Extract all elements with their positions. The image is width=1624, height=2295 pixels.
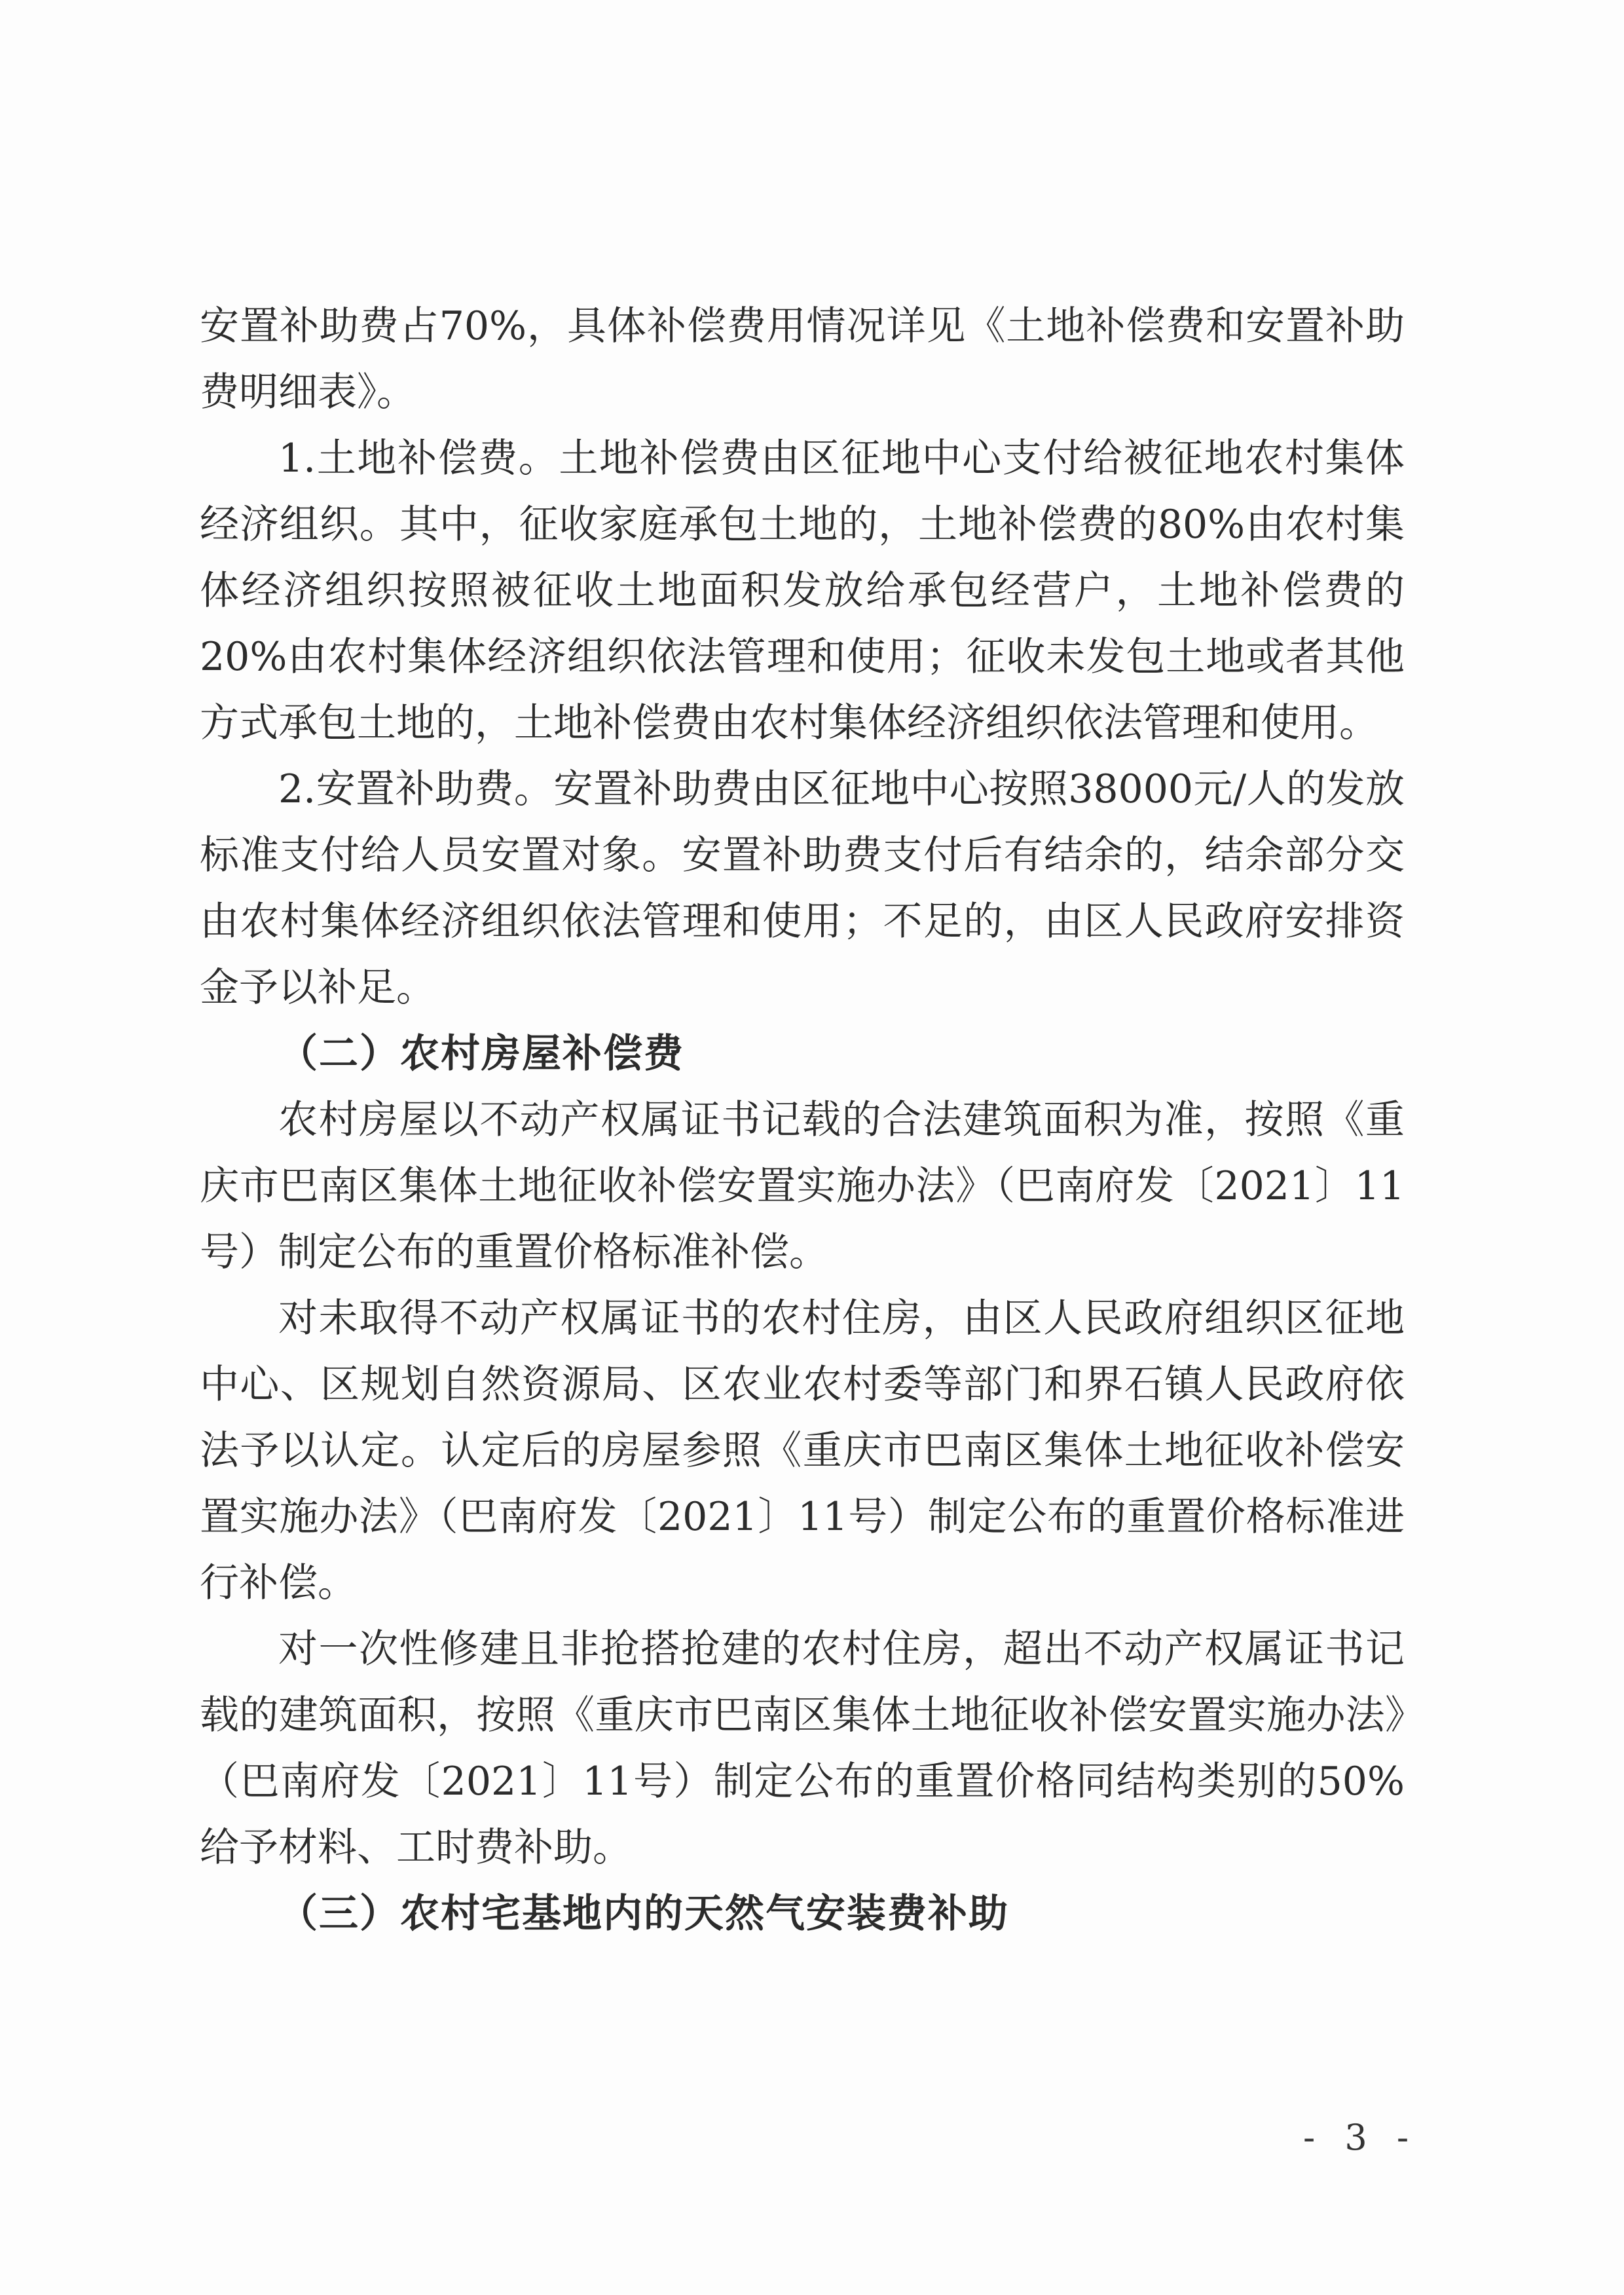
paragraph-continuation: 安置补助费占70%，具体补偿费用情况详见《土地补偿费和安置补助费明细表》。 bbox=[200, 303, 1405, 415]
section-heading-gas-installation: （三）农村宅基地内的天然气安装费补助 bbox=[278, 1891, 1009, 1937]
paragraph-housing-unregistered: 对未取得不动产权属证书的农村住房，由区人民政府组织区征地中心、区规划自然资源局、区农业农村委等部门和界石镇人民政府依法予以认定。认定后的房屋参照《重庆市巴南区集体土地征收补偿安置实施办法》（巴南府发〔2021〕11号）制定公布的重置价格标准进行补偿。 bbox=[200, 1296, 1405, 1606]
paragraph-land-compensation: 1.土地补偿费。土地补偿费由区征地中心支付给被征地农村集体经济组织。其中，征收家庭承包土地的，土地补偿费的80%由农村集体经济组织按照被征收土地面积发放给承包经营户，土地补偿费的20%由农村集体经济组织依法管理和使用；征收未发包土地或者其他方式承包土地的，土地补偿费由农村集体经济组织依法管理和使用。 bbox=[200, 436, 1405, 746]
page-number: - 3 - bbox=[1303, 2117, 1418, 2158]
paragraph-housing-excess-area: 对一次性修建且非抢搭抢建的农村住房，超出不动产权属证书记载的建筑面积，按照《重庆市巴南区集体土地征收补偿安置实施办法》（巴南府发〔2021〕11号）制定公布的重置价格同结构类别的50%给予材料、工时费补助。 bbox=[200, 1626, 1405, 1871]
document-body bbox=[200, 293, 1405, 1947]
section-heading-rural-housing: （二）农村房屋补偿费 bbox=[278, 1031, 684, 1077]
paragraph-housing-registered: 农村房屋以不动产权属证书记载的合法建筑面积为准，按照《重庆市巴南区集体土地征收补偿安置实施办法》（巴南府发〔2021〕11号）制定公布的重置价格标准补偿。 bbox=[200, 1097, 1405, 1275]
paragraph-resettlement-subsidy: 2.安置补助费。安置补助费由区征地中心按照38000元/人的发放标准支付给人员安置对象。安置补助费支付后有结余的，结余部分交由农村集体经济组织依法管理和使用；不足的，由区人民政府安排资金予以补足。 bbox=[200, 766, 1405, 1011]
